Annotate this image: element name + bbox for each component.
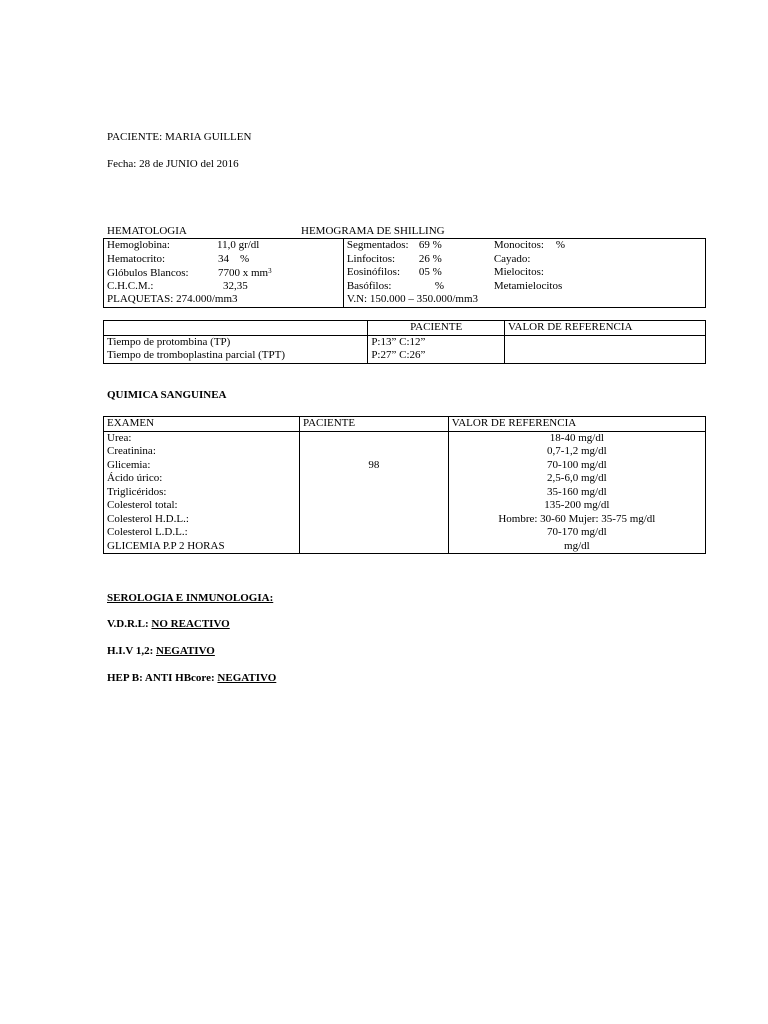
eos-value: 05 %	[418, 266, 442, 278]
vdrl-line	[107, 618, 230, 631]
mono-value: %	[555, 239, 565, 251]
gb-value: 7700 x mm	[218, 267, 269, 279]
qs-patients	[299, 431, 448, 554]
plaquetas: PLAQUETAS: 274.000/mm3	[107, 293, 238, 305]
qs-exam-row: Glicemia:	[107, 458, 151, 471]
hiv-label: H.I.V 1,2:	[107, 645, 154, 657]
qs-exam-row: Colesterol H.D.L.:	[107, 512, 189, 525]
qs-ref-row: 70-170 mg/dl	[547, 526, 607, 538]
qs-patient-row	[303, 513, 445, 527]
qs-ref-row: 18-40 mg/dl	[549, 431, 604, 444]
hiv-result: NEGATIVO	[156, 645, 215, 657]
qs-patient-row: 98	[368, 458, 380, 471]
gb-sup: 3	[268, 267, 272, 275]
hepb-line	[107, 672, 276, 685]
mono-label: Monocitos:	[493, 239, 544, 251]
hemograma-cell	[104, 239, 344, 308]
seg-label: Segmentados:	[346, 239, 409, 251]
qs-patient-row	[303, 526, 445, 540]
hto-label: Hematocrito:	[107, 253, 166, 265]
cayado-label: Cayado:	[493, 253, 531, 265]
qs-refs	[448, 431, 705, 554]
vdrl-result: NO REACTIVO	[151, 618, 230, 630]
qs-exam-row: GLICEMIA P.P 2 HORAS	[107, 539, 225, 552]
qs-header-ref: VALOR DE REFERENCIA	[448, 417, 705, 432]
hepb-result: NEGATIVO	[217, 672, 277, 684]
qs-ref-row: Hombre: 30-60 Mujer: 35-75 mg/dl	[498, 512, 656, 525]
qs-ref-row: 135-200 mg/dl	[544, 499, 610, 511]
hb-label: Hemoglobina:	[107, 239, 170, 251]
qs-exam-row: Urea:	[107, 431, 132, 444]
qs-header-patient: PACIENTE	[299, 417, 448, 432]
hepb-label: HEP B: ANTI HBcore:	[107, 672, 215, 684]
quimica-title: QUIMICA SANGUINEA	[107, 389, 227, 401]
coag-ref	[504, 335, 705, 363]
qs-patient-row	[303, 486, 445, 500]
qs-patient-row	[303, 472, 445, 486]
qs-patient-row	[303, 432, 445, 446]
linf-value: 26 %	[418, 253, 442, 265]
coag-tpt-name: Tiempo de tromboplastina parcial (TPT)	[107, 349, 286, 361]
baso-value: %	[434, 280, 444, 292]
vn-plaquetas: V.N: 150.000 – 350.000/mm3	[346, 293, 479, 305]
quimica-table	[103, 416, 706, 554]
coag-tpt-patient: P:27” C:26”	[371, 349, 426, 361]
linf-label: Linfocitos:	[346, 253, 396, 265]
qs-header-exam: EXAMEN	[104, 417, 300, 432]
qs-exams	[104, 431, 300, 554]
shilling-cell	[343, 239, 705, 308]
coag-patient	[368, 335, 505, 363]
serologia-title: SEROLOGIA E INMUNOLOGIA:	[107, 592, 274, 604]
coag-tp-name: Tiempo de protombina (TP)	[107, 335, 231, 348]
eos-label: Eosinófilos:	[346, 266, 400, 278]
hto-value: 34 %	[218, 253, 250, 265]
coag-header-empty	[104, 321, 368, 336]
hb-value: 11,0 gr/dl	[217, 239, 260, 251]
shilling-title: HEMOGRAMA DE SHILLING	[301, 225, 445, 237]
mielo-label: Mielocitos:	[493, 266, 544, 278]
coag-header-ref: VALOR DE REFERENCIA	[504, 321, 705, 336]
vdrl-label: V.D.R.L:	[107, 618, 149, 630]
hematologia-title: HEMATOLOGIA	[107, 225, 187, 237]
chcm-value: 32,35	[223, 280, 248, 292]
coagulacion-table	[103, 320, 706, 364]
qs-ref-row: 70-100 mg/dl	[547, 458, 607, 471]
coag-tp-patient: P:13” C:12”	[371, 335, 426, 348]
hiv-line	[107, 645, 215, 658]
qs-exam-row: Ácido úrico:	[107, 472, 163, 484]
qs-patient-row	[303, 499, 445, 513]
coag-names	[104, 335, 368, 363]
qs-ref-row: 2,5-6,0 mg/dl	[547, 472, 607, 484]
gb-label: Glóbulos Blancos:	[107, 267, 189, 279]
qs-exam-row: Triglicéridos:	[107, 485, 167, 498]
qs-exam-row: Colesterol total:	[107, 499, 178, 511]
qs-patient-row	[303, 445, 445, 459]
date-line: Fecha: 28 de JUNIO del 2016	[107, 158, 239, 170]
qs-patient-row	[303, 540, 445, 554]
qs-exam-row: Colesterol L.D.L.:	[107, 526, 188, 538]
qs-ref-row: mg/dl	[564, 539, 590, 552]
metamielo-label: Metamielocitos	[493, 280, 563, 292]
hematologia-table	[103, 238, 706, 308]
gb-value-wrap	[218, 267, 272, 280]
qs-ref-row: 35-160 mg/dl	[547, 485, 607, 498]
qs-ref-row: 0,7-1,2 mg/dl	[547, 445, 607, 457]
seg-value: 69 %	[418, 239, 442, 251]
patient-line: PACIENTE: MARIA GUILLEN	[107, 131, 252, 143]
qs-exam-row: Creatinina:	[107, 445, 156, 457]
chcm-label: C.H.C.M.:	[107, 280, 154, 292]
baso-label: Basófilos:	[346, 280, 392, 292]
coag-header-patient: PACIENTE	[368, 321, 505, 336]
